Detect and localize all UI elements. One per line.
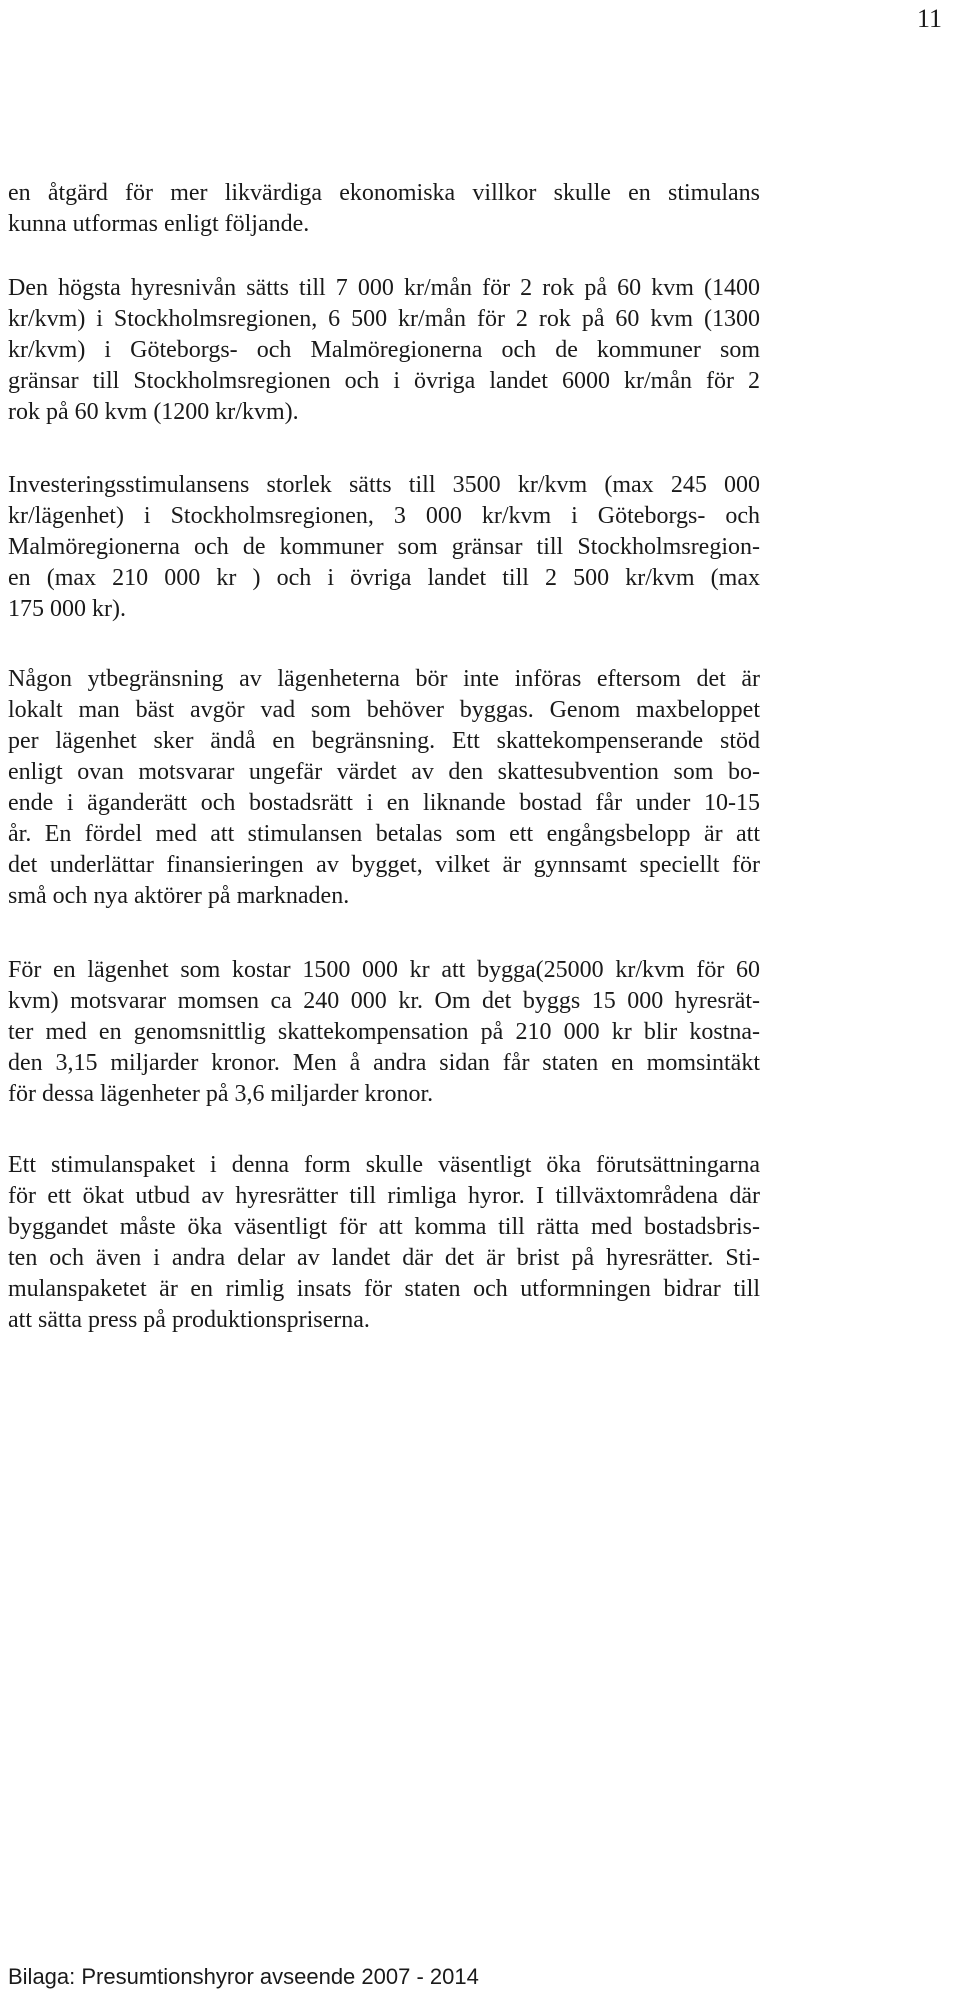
text-line: kvm) motsvarar momsen ca 240 000 kr. Om det byggs 15 000 hyresrät- [8, 988, 760, 1014]
text-line: byggandet måste öka väsentligt för att komma till rätta med bostadsbris- [8, 1214, 760, 1240]
text-line: Investeringsstimulansens storlek sätts till 3500 kr/kvm (max 245 000 [8, 472, 760, 498]
text-line: kunna utformas enligt följande. [8, 211, 310, 237]
text-line: Den högsta hyresnivån sätts till 7 000 kr/mån för 2 rok på 60 kvm (1400 [8, 275, 760, 301]
text-line: att sätta press på produktionspriserna. [8, 1307, 370, 1333]
text-line: gränsar till Stockholmsregionen och i övriga landet 6000 kr/mån för 2 [8, 368, 760, 394]
text-line: Malmöregionerna och de kommuner som gränsar till Stockholmsregion- [8, 534, 760, 560]
text-line: för ett ökat utbud av hyresrätter till rimliga hyror. I tillväxtområdena där [8, 1183, 760, 1209]
text-line: lokalt man bäst avgör vad som behöver byggas. Genom maxbeloppet [8, 697, 760, 723]
page-number: 11 [916, 4, 942, 33]
text-line: enligt ovan motsvarar ungefär värdet av den skattesubvention som bo- [8, 759, 760, 785]
text-line: år. En fördel med att stimulansen betalas som ett engångsbelopp är att [8, 821, 760, 847]
footer-text: Bilaga: Presumtionshyror avseende 2007 - 2014 [8, 1964, 479, 1989]
text-line: ende i äganderätt och bostadsrätt i en liknande bostad får under 10-15 [8, 790, 760, 816]
text-line: små och nya aktörer på marknaden. [8, 883, 350, 909]
text-line: Någon ytbegränsning av lägenheterna bör inte införas eftersom det är [8, 666, 760, 692]
text-line: kr/kvm) i Stockholmsregionen, 6 500 kr/mån för 2 rok på 60 kvm (1300 [8, 306, 760, 332]
paragraph-6 [8, 1150, 760, 1336]
text-line: det underlättar finansieringen av bygget, vilket är gynnsamt speciellt för [8, 852, 760, 878]
paragraph-4 [8, 664, 760, 912]
text-line: per lägenhet sker ändå en begränsning. Ett skattekompenserande stöd [8, 728, 760, 754]
paragraph-2 [8, 273, 760, 428]
text-line: en (max 210 000 kr ) och i övriga landet till 2 500 kr/kvm (max [8, 565, 760, 591]
paragraph-3 [8, 470, 760, 625]
paragraph-5 [8, 955, 760, 1110]
text-line: rok på 60 kvm (1200 kr/kvm). [8, 399, 299, 425]
paragraph-1 [8, 178, 760, 240]
text-line: kr/kvm) i Göteborgs- och Malmöregionerna och de kommuner som [8, 337, 760, 363]
text-line: 175 000 kr). [8, 596, 126, 622]
text-line: För en lägenhet som kostar 1500 000 kr att bygga(25000 kr/kvm för 60 [8, 957, 760, 983]
text-line: ter med en genomsnittlig skattekompensation på 210 000 kr blir kostna- [8, 1019, 760, 1045]
text-line: den 3,15 miljarder kronor. Men å andra sidan får staten en momsintäkt [8, 1050, 760, 1076]
text-line: Ett stimulanspaket i denna form skulle väsentligt öka förutsättningarna [8, 1152, 760, 1178]
text-line: för dessa lägenheter på 3,6 miljarder kronor. [8, 1081, 434, 1107]
text-line: ten och även i andra delar av landet där det är brist på hyresrätter. Sti- [8, 1245, 760, 1271]
text-line: kr/lägenhet) i Stockholmsregionen, 3 000 kr/kvm i Göteborgs- och [8, 503, 760, 529]
text-line: en åtgärd för mer likvärdiga ekonomiska villkor skulle en stimulans [8, 180, 760, 206]
text-line: mulanspaketet är en rimlig insats för staten och utformningen bidrar till [8, 1276, 760, 1302]
